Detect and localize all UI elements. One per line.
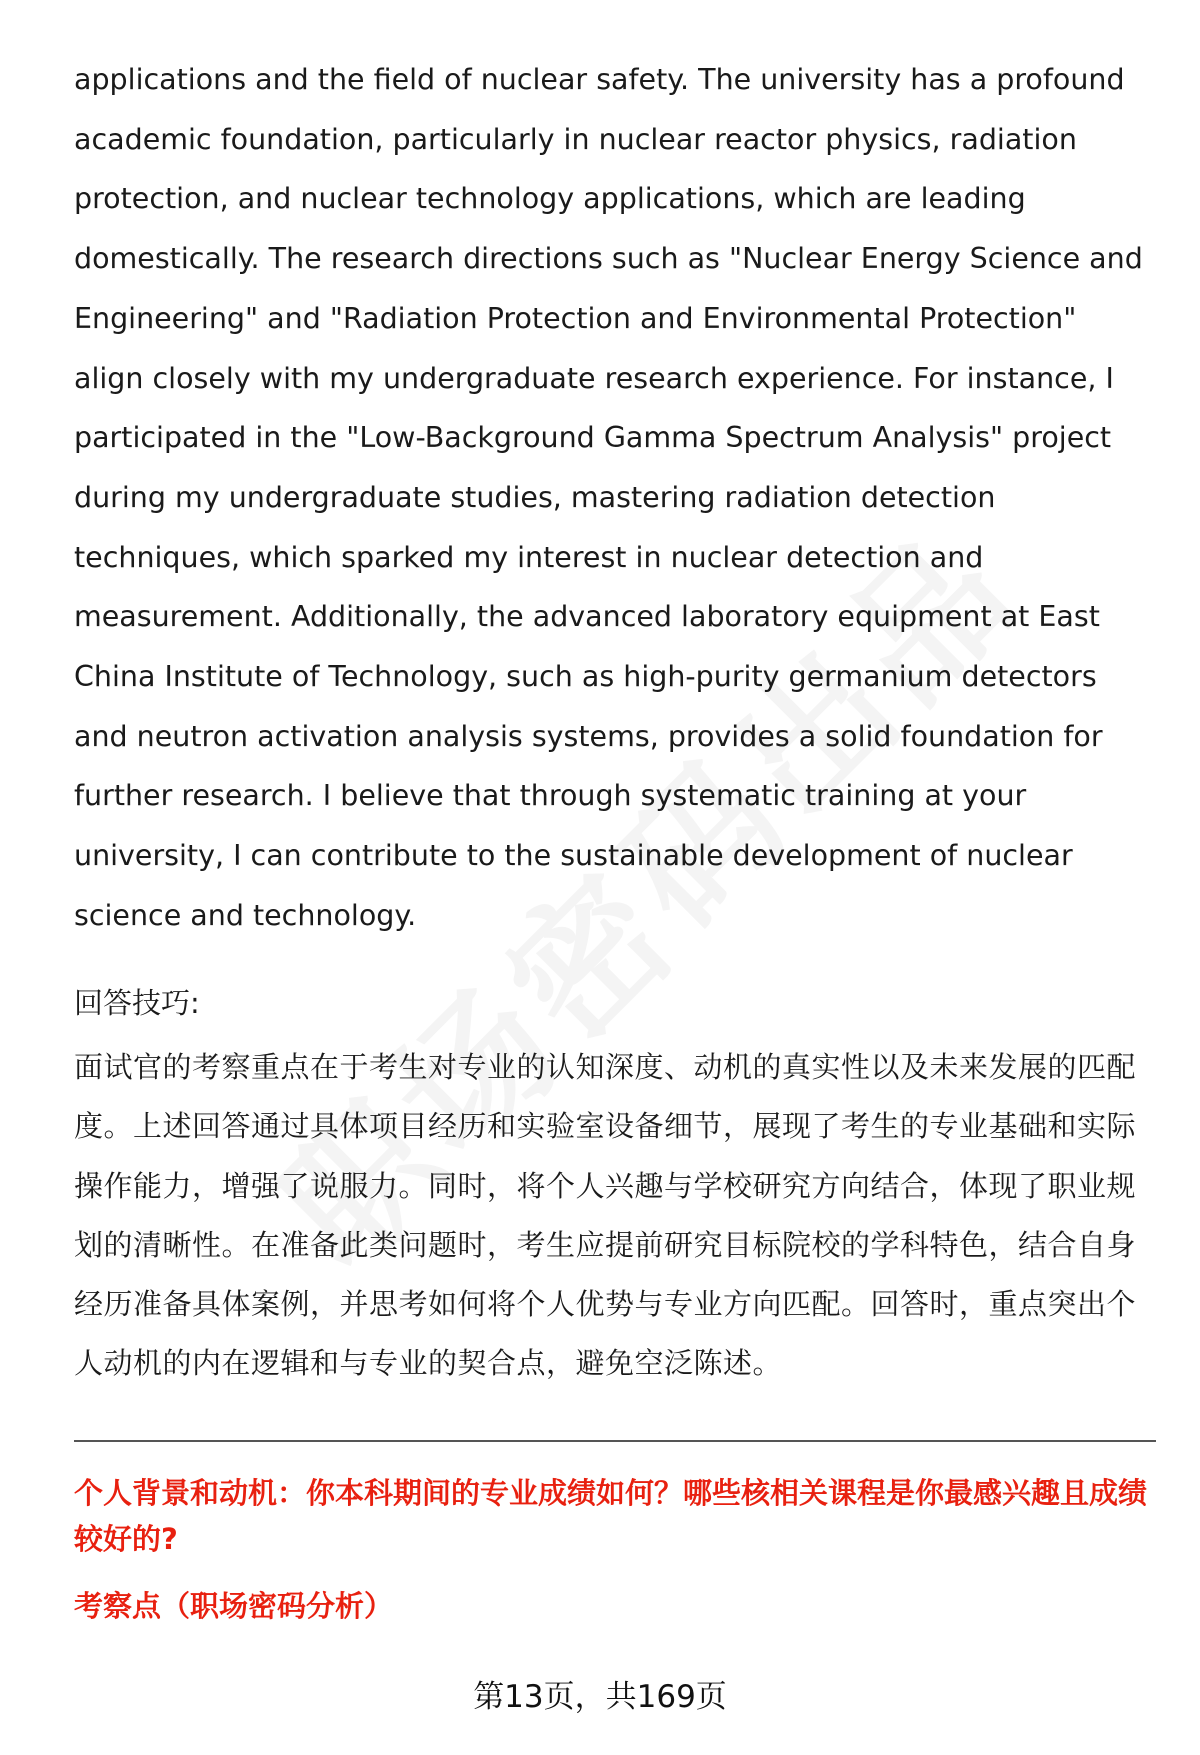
- page-number-footer: 第13页，共169页: [473, 1679, 727, 1715]
- exam-point-heading: 考察点（职场密码分析）: [74, 1589, 394, 1623]
- answer-paragraph-english: applications and the field of nuclear safety. The university has a profound academic foundation, particularly in nuclear reactor physics, radiation protection, and nuclear technology applications, which are leading domestically. The research directions such as "Nuclear Energy Science and Engineering" and "Radiation Protection and Environmental Protection" align closely with my undergraduate research experience. For instance, I participated in the "Low-Background Gamma Spectrum Analysis" project during my undergraduate studies, mastering radiation detection techniques, which sparked my interest in nuclear detection and measurement. Additionally, the advanced laboratory equipment at East China Institute of Technology, such as high-purity germanium detectors and neutron activation analysis systems, provides a solid foundation for further research. I believe that through systematic training at your university, I can contribute to the sustainable development of nuclear science and technology.: [74, 63, 1143, 932]
- tips-paragraph: 面试官的考察重点在于考生对专业的认知深度、动机的真实性以及未来发展的匹配度。上述回答通过具体项目经历和实验室设备细节，展现了考生的专业基础和实际操作能力，增强了说服力。同时，将个人兴趣与学校研究方向结合，体现了职业规划的清晰性。在准备此类问题时，考生应提前研究目标院校的学科特色，结合自身经历准备具体案例，并思考如何将个人优势与专业方向匹配。回答时，重点突出个人动机的内在逻辑和与专业的契合点，避免空泛陈述。: [74, 1050, 1137, 1381]
- tips-heading: 回答技巧:: [74, 986, 200, 1020]
- section-divider: [74, 1440, 1156, 1442]
- question-heading: 个人背景和动机：你本科期间的专业成绩如何？哪些核相关课程是你最感兴趣且成绩较好的?: [74, 1476, 1148, 1556]
